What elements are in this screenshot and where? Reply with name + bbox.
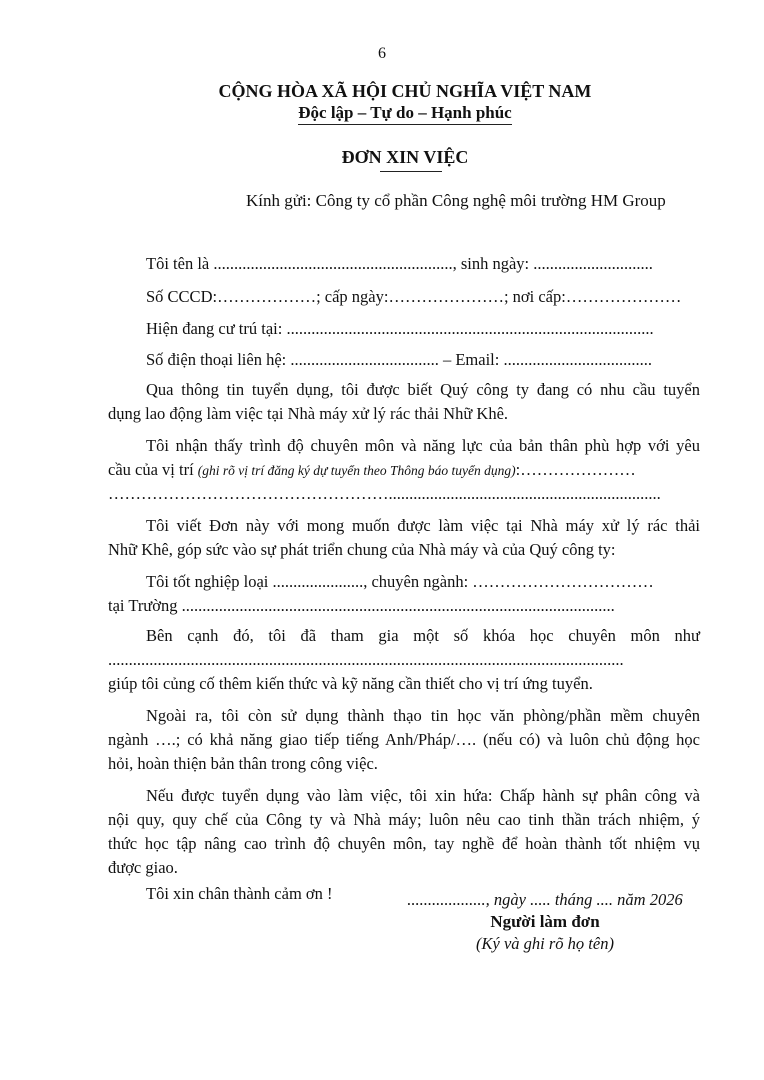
- paragraph-line: Tôi viết Đơn này với mong muốn được làm việc tại Nhà máy xử lý rác thải: [146, 516, 700, 535]
- title-underline: [380, 171, 442, 172]
- recipient-line: Kính gửi: Công ty cổ phần Công nghệ môi trường HM Group: [246, 191, 666, 210]
- position-hint: (ghi rõ vị trí đăng ký dự tuyển theo Thông báo tuyển dụng): [197, 463, 516, 478]
- id-field-line[interactable]: Số CCCD:………………; cấp ngày:…………………; nơi cấp:…………………: [146, 287, 682, 306]
- signature-date-line[interactable]: ..................., ngày ..... tháng .... năm 2026: [407, 890, 683, 909]
- paragraph-line: thức học tập nâng cao trình độ chuyên môn, tay nghề để hoàn thành tốt nhiệm vụ: [108, 834, 700, 853]
- position-field-line[interactable]: [108, 460, 700, 480]
- residence-field-line[interactable]: Hiện đang cư trú tại: .........................................................................................: [146, 319, 654, 338]
- motto-wrapper: [0, 102, 764, 125]
- paragraph-line: Tôi nhận thấy trình độ chuyên môn và năng lực của bản thân phù hợp với yêu: [146, 436, 700, 455]
- thanks-line: Tôi xin chân thành cảm ơn !: [146, 884, 333, 903]
- contact-field-line[interactable]: Số điện thoại liên hệ: .................................... – Email: ....................................: [146, 350, 652, 369]
- national-header: [0, 80, 764, 125]
- paragraph-line: hỏi, hoàn thiện bản thân trong công việc.: [108, 754, 378, 773]
- paragraph-line: nội quy, quy chế của Công ty và Nhà máy; luôn nêu cao tinh thần trách nhiệm, ý: [108, 810, 700, 829]
- document-title: ĐƠN XIN VIỆC: [341, 147, 469, 167]
- paragraph-line: Qua thông tin tuyển dụng, tôi được biết Quý công ty đang có nhu cầu tuyển: [146, 380, 700, 399]
- signature-note: (Ký và ghi rõ họ tên): [476, 934, 614, 953]
- education-field-line[interactable]: Tôi tốt nghiệp loại ......................, chuyên ngành: ……………………………: [146, 572, 654, 591]
- paragraph-line: dụng lao động làm việc tại Nhà máy xử lý rác thải Nhữ Khê.: [108, 404, 509, 423]
- paragraph-line: ngành ….; có khả năng giao tiếp tiếng Anh/Pháp/…. (nếu có) và luôn chủ động học: [108, 730, 700, 749]
- paragraph-line: Ngoài ra, tôi còn sử dụng thành thạo tin học văn phòng/phần mềm chuyên: [146, 706, 700, 725]
- national-motto: Độc lập – Tự do – Hạnh phúc: [298, 102, 511, 125]
- nation-name: CỘNG HÒA XÃ HỘI CHỦ NGHĨA VIỆT NAM: [218, 81, 592, 101]
- position-prefix: cầu của vị trí: [108, 460, 198, 479]
- courses-field-line[interactable]: .............................................................................................................................: [108, 650, 624, 669]
- page-number: 6: [378, 45, 386, 62]
- position-field-continuation[interactable]: ……………………………………………..................................................................: [108, 484, 661, 503]
- name-field-line[interactable]: Tôi tên là .........................................................., sinh ngày: .............................: [146, 254, 653, 273]
- paragraph-line: Nhữ Khê, góp sức vào sự phát triển chung của Nhà máy và của Quý công ty:: [108, 540, 616, 559]
- paragraph-line: Nếu được tuyển dụng vào làm việc, tôi xin hứa: Chấp hành sự phân công và: [146, 786, 700, 805]
- paragraph-line: Bên cạnh đó, tôi đã tham gia một số khóa học chuyên môn như: [146, 626, 700, 645]
- school-field-line[interactable]: tại Trường .........................................................................................................: [108, 596, 615, 615]
- position-blank: :…………………: [515, 460, 636, 479]
- signature-role: Người làm đơn: [490, 912, 600, 931]
- paragraph-line: được giao.: [108, 858, 178, 877]
- paragraph-line: giúp tôi củng cố thêm kiến thức và kỹ năng cần thiết cho vị trí ứng tuyển.: [108, 674, 593, 693]
